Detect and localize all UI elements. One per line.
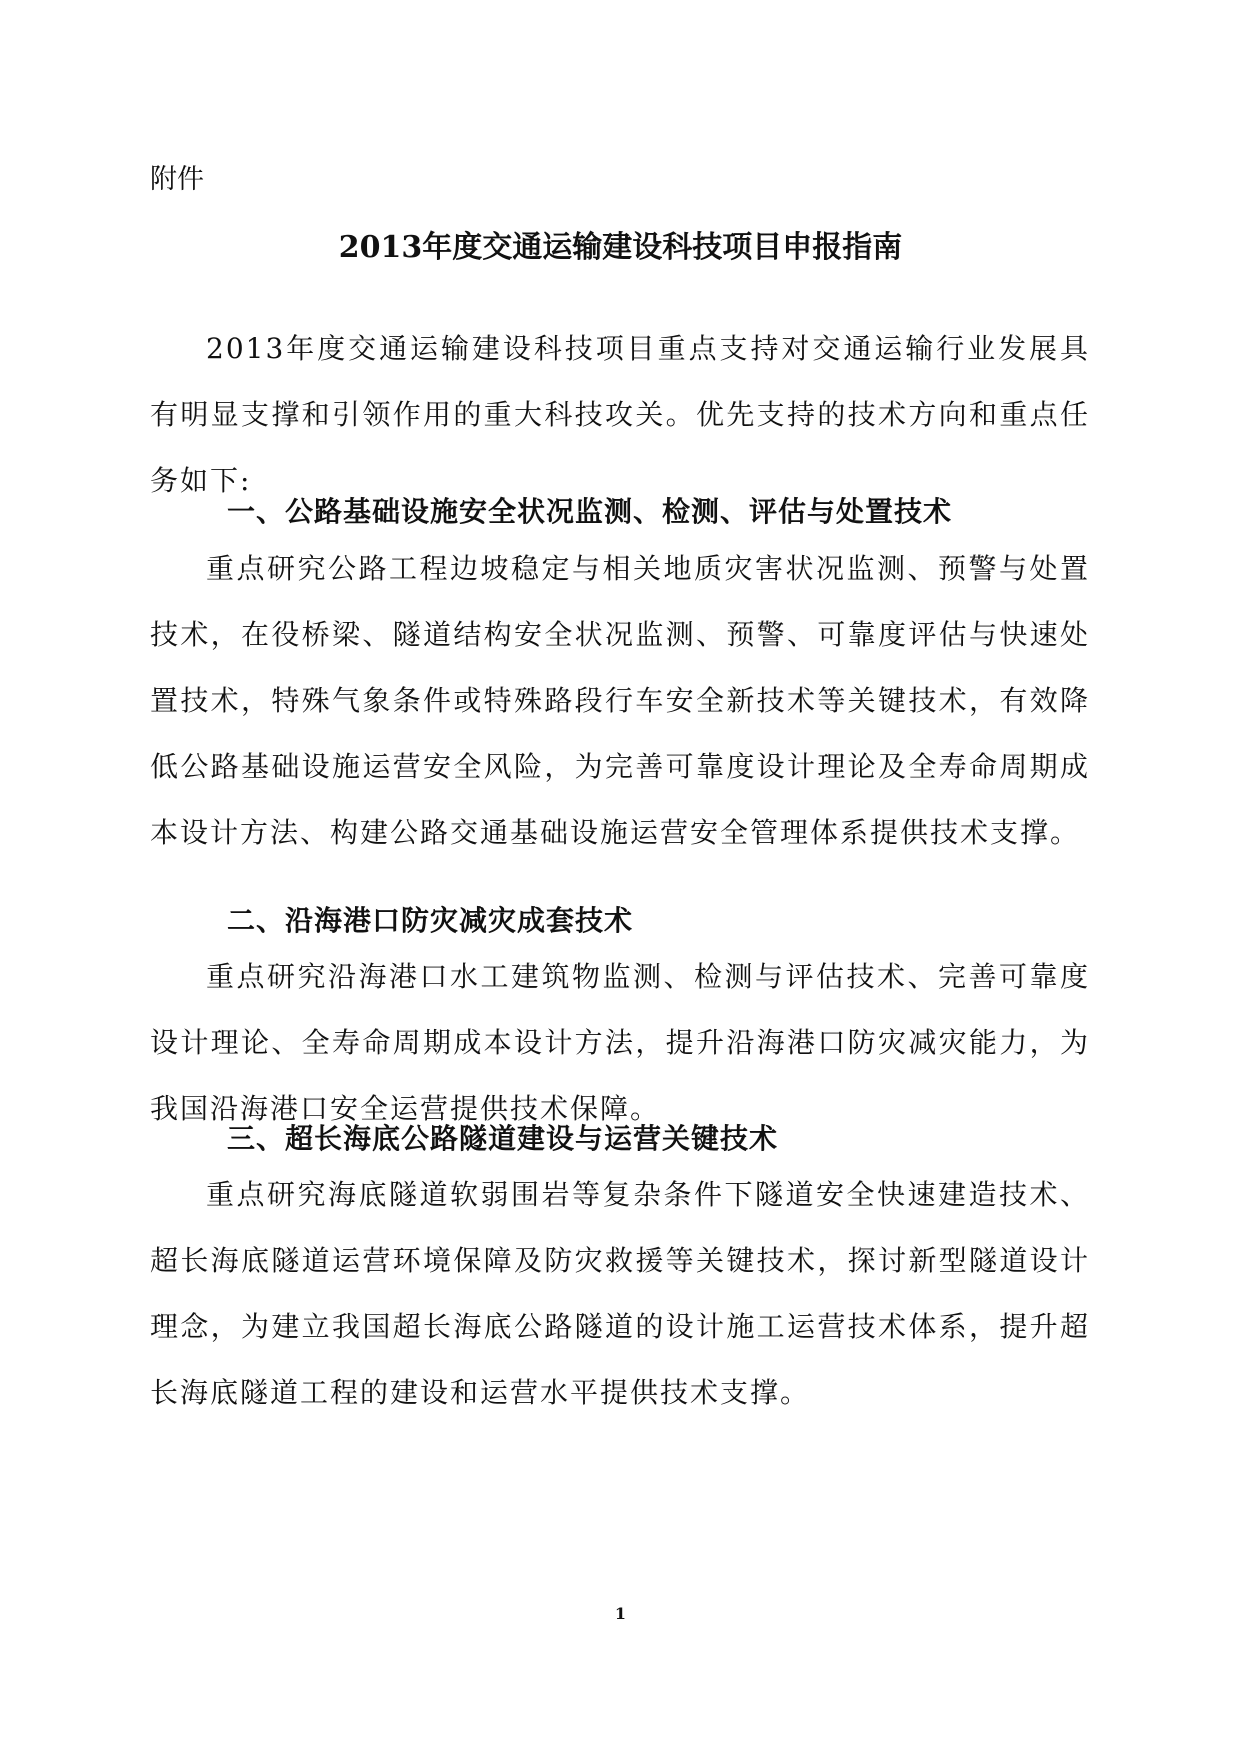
section-body-3: 重点研究海底隧道软弱围岩等复杂条件下隧道安全快速建造技术、超长海底隧道运营环境保障及防灾救援等关键技术，探讨新型隧道设计理念，为建立我国超长海底公路隧道的设计施工运营技术体系，提升超长海底隧道工程的建设和运营水平提供技术支撑。 [150, 1178, 1090, 1409]
section-body-1: 重点研究公路工程边坡稳定与相关地质灾害状况监测、预警与处置技术，在役桥梁、隧道结构安全状况监测、预警、可靠度评估与快速处置技术，特殊气象条件或特殊路段行车安全新技术等关键技术，有效降低公路基础设施运营安全风险，为完善可靠度设计理论及全寿命周期成本设计方法、构建公路交通基础设施运营安全管理体系提供技术支撑。 [150, 552, 1090, 849]
section-heading-2: 二、沿海港口防灾减灾成套技术 [227, 904, 634, 937]
section-heading-1: 一、公路基础设施安全状况监测、检测、评估与处置技术 [227, 495, 953, 528]
section-body-2: 重点研究沿海港口水工建筑物监测、检测与评估技术、完善可靠度设计理论、全寿命周期成本设计方法，提升沿海港口防灾减灾能力，为我国沿海港口安全运营提供技术保障。 [150, 960, 1090, 1125]
document-title: 2013年度交通运输建设科技项目申报指南 [338, 230, 903, 265]
attachment-label: 附件 [150, 164, 204, 195]
page-number: 1 [614, 1604, 627, 1623]
intro-paragraph: 2013年度交通运输建设科技项目重点支持对交通运输行业发展具有明显支撑和引领作用的重大科技攻关。优先支持的技术方向和重点任务如下: [150, 332, 1090, 497]
section-heading-3: 三、超长海底公路隧道建设与运营关键技术 [227, 1122, 779, 1155]
